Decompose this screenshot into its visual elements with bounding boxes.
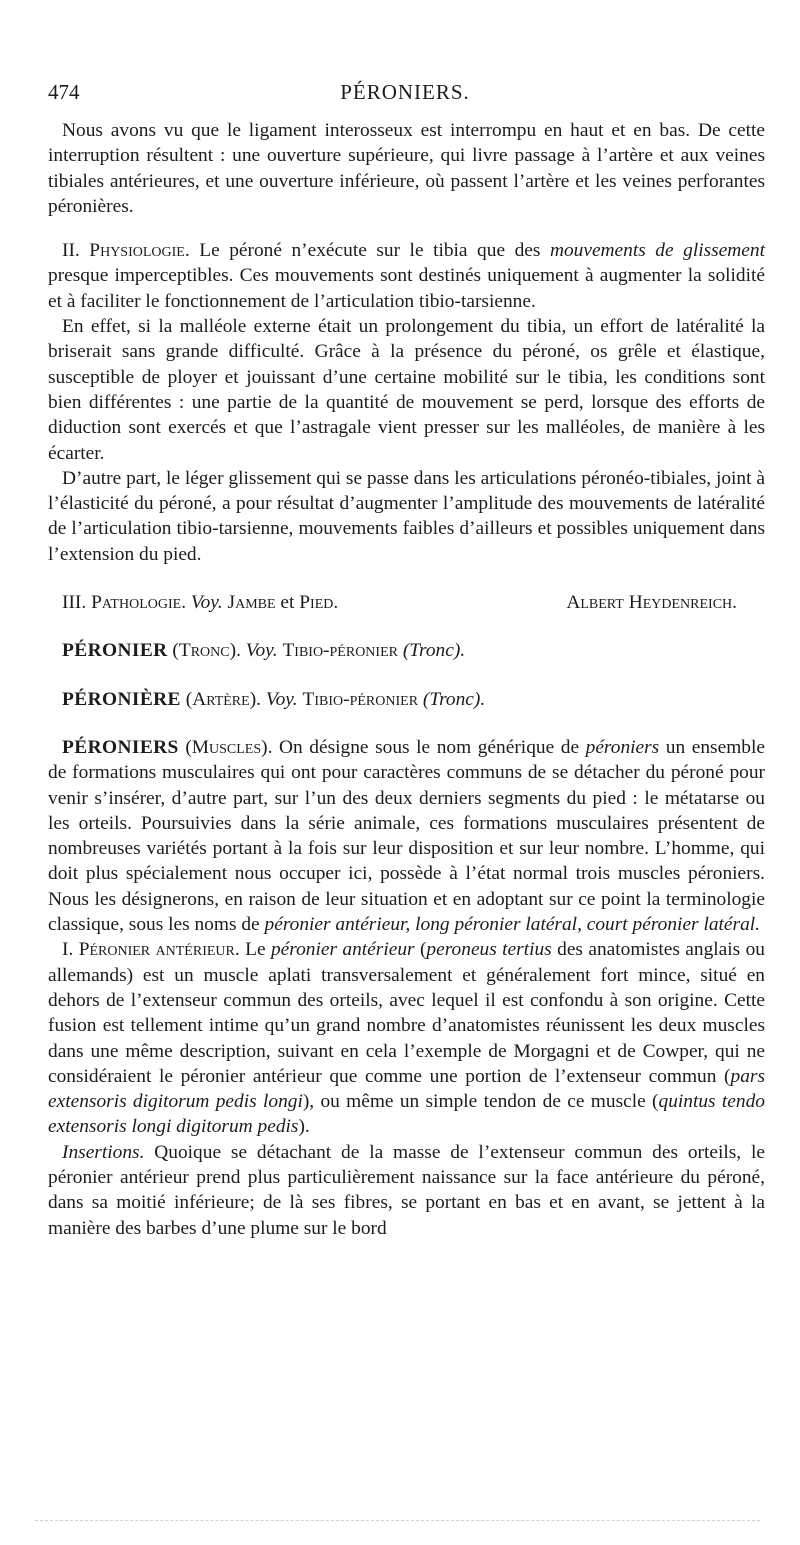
- page-body: [48, 118, 765, 1241]
- entry-peroniere: PÉRONIÈRE (Artère). Voy. Tibio-péronier (Tronc).: [62, 688, 486, 710]
- section-heading: Physiologie.: [89, 240, 190, 262]
- entry-term: PÉRONIÈRE: [62, 688, 181, 710]
- entry-term: PÉRONIER: [62, 640, 168, 662]
- running-header: [48, 80, 762, 114]
- bottom-rule: [35, 1520, 760, 1521]
- section-physiologie: II. Physiologie. Le péroné n’exécute sur le tibia que des mouvements de glissement presque imperceptibles. Ces mouvements sont destinés uniquement à augmenter la solidité et à faciliter le fonctionnement de l’articulation tibio-tarsienne.: [48, 240, 765, 312]
- paragraph-en-effet: En effet, si la malléole externe était un prolongement du tibia, un effort de latéralité la briserait sans grande difficulté. Grâce à la présence du péroné, os grêle et élastique, susceptible de ployer et jouissant d’une certaine mobilité sur le tibia, les conditions sont bien différentes : une partie de la quantité de mouvement se perd, lorsque des efforts de diduction sont exercés et que l’astragale vient presser sur les malléoles, de manière à les écarter.: [48, 316, 765, 464]
- insertions-heading: Insertions.: [62, 1141, 145, 1163]
- paragraph-insertions: Insertions. Quoique se détachant de la masse de l’extenseur commun des orteils, le péronier antérieur prend plus particulièrement naissance sur la face antérieure du péroné, dans sa moitié inférieure; de là ses fibres, se portant en bas et en avant, se jettent à la manière des barbes d’une plume sur le bord: [48, 1141, 765, 1239]
- cross-reference: Pied.: [299, 592, 339, 614]
- section-number: I.: [62, 939, 74, 961]
- section-number: III.: [62, 592, 87, 614]
- entry-term: PÉRONIERS: [62, 736, 179, 758]
- running-title: PÉRONIERS.: [340, 80, 470, 104]
- author-signature: Albert Heydenreich.: [566, 592, 737, 614]
- section-pathologie: III. Pathologie. Voy. Jambe et Pied. Albert Heydenreich.: [48, 590, 765, 615]
- cross-reference: Jambe: [227, 592, 276, 614]
- paragraph-autre-part: D’autre part, le léger glissement qui se passe dans les articulations péronéo-tibiales, joint à l’élasticité du péroné, a pour résultat d’augmenter l’amplitude des mouvements de latéralité de l’articulation tibio-tarsienne, mouvements faibles d’ailleurs et possibles uniquement dans l’extension du pied.: [48, 467, 765, 565]
- paragraph-interosseous: Nous avons vu que le ligament interosseux est interrompu en haut et en bas. De cette interruption résultent : une ouverture supérieure, qui livre passage à l’artère et aux veines tibiales antérieures, et une ouverture inférieure, où passent l’artère et les veines perforantes péronières.: [48, 120, 765, 217]
- cross-reference: Tibio-péronier: [282, 640, 398, 662]
- section-peronier-anterieur: I. Péronier antérieur. Le péronier antérieur (peroneus tertius des anatomistes anglais ou allemands) est un muscle aplati transversalement et généralement fort mince, situé en dehors de l’extenseur commun des orteils, avec lequel il est confondu à son origine. Cette fusion est tellement intime qu’un grand nombre d’anatomistes réunissent les deux muscles dans une même description, suivant en cela l’exemple de Morgagni et de Cowper, qui ne considéraient le péronier antérieur que comme une portion de l’extenseur commun (pars extensoris digitorum pedis longi), ou même un simple tendon de ce muscle (quintus tendo extensoris longi digitorum pedis).: [48, 939, 765, 1138]
- entry-peronier: PÉRONIER (Tronc). Voy. Tibio-péronier (Tronc).: [62, 640, 466, 662]
- page-number: 474: [48, 80, 80, 104]
- section-number: II.: [62, 240, 80, 262]
- section-heading: Pathologie.: [91, 592, 187, 614]
- section-heading: Péronier antérieur.: [78, 939, 240, 961]
- entry-peroniers: PÉRONIERS (Muscles). On désigne sous le nom générique de péroniers un ensemble de formations musculaires qui ont pour caractères communs de se détacher du péroné pour venir s’insérer, d’autre part, sur l’un des deux derniers segments du pied : le métatarse ou les orteils. Poursuivies dans la série animale, ces formations musculaires présentent de nombreuses variétés portant à la fois sur leur disposition et sur leur nombre. L’homme, qui doit plus spécialement nous occuper ici, possède à l’état normal trois muscles péroniers. Nous les désignerons, en raison de leur situation et en adoptant sur ce point la terminologie classique, sous les noms de péronier antérieur, long péronier latéral, court péronier latéral.: [48, 736, 765, 936]
- cross-reference: Tibio-péronier: [302, 688, 419, 710]
